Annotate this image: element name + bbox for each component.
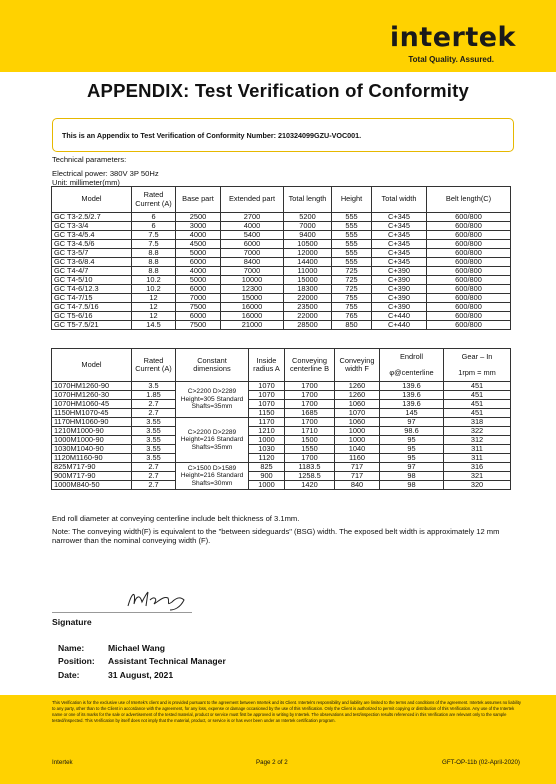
t2-cell: 1070 bbox=[249, 391, 285, 400]
signature-position-row bbox=[58, 656, 226, 666]
signature-name-row bbox=[58, 643, 165, 653]
t1-cell: 4000 bbox=[176, 231, 221, 240]
date-label: Date: bbox=[58, 670, 80, 680]
t2-cell: 1260 bbox=[335, 382, 380, 391]
t1-cell: 600/800 bbox=[427, 231, 511, 240]
t1-cell: 600/800 bbox=[427, 276, 511, 285]
footer-company: Intertek bbox=[52, 759, 73, 766]
t1-cell: 555 bbox=[332, 213, 372, 222]
t2-cell: 311 bbox=[444, 454, 511, 463]
table-row bbox=[52, 213, 511, 222]
t1-cell: 7000 bbox=[221, 267, 284, 276]
t2-cell: 1700 bbox=[285, 418, 335, 427]
page-title: APPENDIX: Test Verification of Conformity bbox=[86, 80, 469, 101]
t1-cell: 15000 bbox=[284, 276, 332, 285]
t1-cell: 7.5 bbox=[132, 231, 176, 240]
t2-cell: 1070HM1260-30 bbox=[52, 391, 132, 400]
t2-cell: 1170 bbox=[249, 418, 285, 427]
t1-cell: GC T5-7.5/21 bbox=[52, 321, 132, 330]
t2-cell: 1700 bbox=[285, 391, 335, 400]
col-centerline: Conveying centerline B bbox=[285, 349, 335, 382]
t2-cell: 320 bbox=[444, 481, 511, 490]
t1-cell: C+390 bbox=[372, 303, 427, 312]
t2-cell: 1000 bbox=[249, 436, 285, 445]
t2-cell: 1700 bbox=[285, 400, 335, 409]
appendix-note-box bbox=[52, 118, 514, 152]
t2-cell: 3.55 bbox=[132, 427, 176, 436]
t2-cell: 1060 bbox=[335, 400, 380, 409]
t2-cell: 2.7 bbox=[132, 481, 176, 490]
t1-cell: 600/800 bbox=[427, 249, 511, 258]
t2-cell: 717 bbox=[335, 472, 380, 481]
table-row bbox=[52, 240, 511, 249]
t1-cell: C+390 bbox=[372, 267, 427, 276]
t1-cell: 14.5 bbox=[132, 321, 176, 330]
t1-cell: GC T3-4.5/6 bbox=[52, 240, 132, 249]
t2-cell: 451 bbox=[444, 382, 511, 391]
params-unit: Unit: millimeter(mm) bbox=[52, 178, 120, 187]
col-endroll-label: Endroll bbox=[399, 351, 423, 361]
t1-cell: 7500 bbox=[176, 303, 221, 312]
signature-line bbox=[52, 612, 192, 613]
t2-cell: 1150 bbox=[249, 409, 285, 418]
t2-cell: 312 bbox=[444, 436, 511, 445]
disclaimer-text: This Verification is for the exclusive use of Intertek's client and is provided pursuant to the agreement between Intertek and its Client. Intertek's responsibility and liability are limited to the terms and conditions of the agreement. Intertek assumes no liability to any party, other than to the Client in accordance with the agreement, for any loss, expense or damage occasioned by the use of this Verification. Only the Client is authorized to permit copying or distribution of this Verification. Any use of the Intertek name or one of its marks for the sale or advertisement of the tested material, product or service must first be approved in writing by Intertek. The observations and test/inspection results referenced in this Verification are relevant only to the sample tested/inspected. This Verification by itself does not imply that the material, product, or service is or has ever been under an Intertek certification program. bbox=[52, 700, 521, 723]
t2-cell: 1258.5 bbox=[285, 472, 335, 481]
t2-cell: 900 bbox=[249, 472, 285, 481]
t1-cell: 12 bbox=[132, 294, 176, 303]
t2-cell: 1000M840-50 bbox=[52, 481, 132, 490]
t1-cell: 6000 bbox=[221, 240, 284, 249]
t2-cell: 95 bbox=[380, 454, 444, 463]
t1-cell: C+440 bbox=[372, 312, 427, 321]
t2-cell: 1030M1040-90 bbox=[52, 445, 132, 454]
table-row bbox=[52, 391, 511, 400]
col-endroll-sub: φ@centerline bbox=[389, 368, 434, 377]
table-row bbox=[52, 249, 511, 258]
col-endroll bbox=[380, 349, 444, 382]
t2-cell: 900M717-90 bbox=[52, 472, 132, 481]
t2-cell: 1710 bbox=[285, 427, 335, 436]
t1-cell: 10.2 bbox=[132, 276, 176, 285]
t1-cell: 755 bbox=[332, 294, 372, 303]
table-row bbox=[52, 303, 511, 312]
col-dims: Constant dimensions bbox=[176, 349, 249, 382]
t2-cell: 1183.5 bbox=[285, 463, 335, 472]
position-label: Position: bbox=[58, 656, 95, 666]
t1-cell: 5200 bbox=[284, 213, 332, 222]
t1-header-cell: Model bbox=[52, 187, 132, 213]
t2-cell: 3.55 bbox=[132, 445, 176, 454]
table-row bbox=[52, 222, 511, 231]
t1-cell: C+345 bbox=[372, 240, 427, 249]
t1-cell: 555 bbox=[332, 222, 372, 231]
t1-cell: 555 bbox=[332, 249, 372, 258]
t1-cell: GC T3-4/5.4 bbox=[52, 231, 132, 240]
t2-cell: 3.55 bbox=[132, 436, 176, 445]
appendix-note: This is an Appendix to Test Verification of Conformity Number: 210324099GZU-VOC001. bbox=[62, 131, 362, 140]
conveying-width-note: Note: The conveying width(F) is equivalent to the "between sideguards" (BSG) width. The exposed belt width is approximately 12 mm narrower than the nominal conveying width (F). bbox=[52, 527, 500, 546]
t2-cell: 139.6 bbox=[380, 391, 444, 400]
t1-cell: 12 bbox=[132, 312, 176, 321]
t1-cell: 12000 bbox=[284, 249, 332, 258]
table-row bbox=[52, 454, 511, 463]
t1-cell: 12 bbox=[132, 303, 176, 312]
t1-cell: 600/800 bbox=[427, 222, 511, 231]
t1-cell: 600/800 bbox=[427, 267, 511, 276]
constant-dimensions-group: C>1500 D>1589 Height=216 Standard Shafts=30mm bbox=[176, 463, 249, 490]
table-row bbox=[52, 409, 511, 418]
t1-header-cell: Total width bbox=[372, 187, 427, 213]
t2-cell: 451 bbox=[444, 409, 511, 418]
t1-cell: 600/800 bbox=[427, 258, 511, 267]
t2-cell: 97 bbox=[380, 463, 444, 472]
signature-date-row bbox=[58, 670, 173, 680]
t2-cell: 1700 bbox=[285, 382, 335, 391]
t2-cell: 98 bbox=[380, 481, 444, 490]
t1-cell: C+345 bbox=[372, 231, 427, 240]
t1-cell: 600/800 bbox=[427, 285, 511, 294]
intertek-logo: intertek bbox=[389, 22, 516, 53]
t1-cell: 8400 bbox=[221, 258, 284, 267]
t1-cell: 22000 bbox=[284, 294, 332, 303]
t1-cell: 10500 bbox=[284, 240, 332, 249]
t1-cell: 28500 bbox=[284, 321, 332, 330]
t2-cell: 1000M1000-90 bbox=[52, 436, 132, 445]
t1-cell: 16000 bbox=[221, 303, 284, 312]
t1-cell: GC T3-6/8.4 bbox=[52, 258, 132, 267]
t1-cell: 11000 bbox=[284, 267, 332, 276]
t1-cell: 23500 bbox=[284, 303, 332, 312]
col-gear bbox=[444, 349, 511, 382]
t1-cell: GC T4-7.5/16 bbox=[52, 303, 132, 312]
t1-cell: 850 bbox=[332, 321, 372, 330]
t1-cell: 6000 bbox=[176, 285, 221, 294]
t2-cell: 1160 bbox=[335, 454, 380, 463]
t1-cell: 600/800 bbox=[427, 303, 511, 312]
table-row bbox=[52, 427, 511, 436]
t2-cell: 825M717-90 bbox=[52, 463, 132, 472]
constant-dimensions-group: C>2200 D>2289 Height=305 Standard Shafts=35mm bbox=[176, 382, 249, 418]
t1-cell: C+345 bbox=[372, 213, 427, 222]
t1-header-cell: Rated Current (A) bbox=[132, 187, 176, 213]
t2-cell: 322 bbox=[444, 427, 511, 436]
t2-cell: 451 bbox=[444, 400, 511, 409]
t1-cell: 600/800 bbox=[427, 294, 511, 303]
t1-cell: 10000 bbox=[221, 276, 284, 285]
t1-cell: 8.8 bbox=[132, 258, 176, 267]
t1-cell: C+390 bbox=[372, 276, 427, 285]
col-gear-label: Gear – In bbox=[461, 351, 493, 361]
t1-cell: 555 bbox=[332, 240, 372, 249]
table-row bbox=[52, 472, 511, 481]
table-row bbox=[52, 382, 511, 391]
t1-cell: C+390 bbox=[372, 285, 427, 294]
t2-cell: 3.55 bbox=[132, 418, 176, 427]
table-row bbox=[52, 418, 511, 427]
t1-cell: 755 bbox=[332, 303, 372, 312]
constant-dimensions-group: C>2200 D>2289 Height=216 Standard Shafts=35mm bbox=[176, 418, 249, 463]
table-row bbox=[52, 294, 511, 303]
t1-cell: 2700 bbox=[221, 213, 284, 222]
col-width: Conveying width F bbox=[335, 349, 380, 382]
t1-cell: 8.8 bbox=[132, 249, 176, 258]
t2-cell: 1700 bbox=[285, 454, 335, 463]
t2-cell: 1000 bbox=[335, 427, 380, 436]
t2-cell: 1550 bbox=[285, 445, 335, 454]
t2-cell: 1070 bbox=[249, 400, 285, 409]
t2-cell: 97 bbox=[380, 418, 444, 427]
table-row bbox=[52, 436, 511, 445]
table-row bbox=[52, 463, 511, 472]
t1-cell: 6 bbox=[132, 213, 176, 222]
t1-cell: 7.5 bbox=[132, 240, 176, 249]
t1-header-cell: Height bbox=[332, 187, 372, 213]
col-model: Model bbox=[52, 349, 132, 382]
t1-cell: 5000 bbox=[176, 276, 221, 285]
t2-cell: 825 bbox=[249, 463, 285, 472]
conveyor-models-table bbox=[51, 348, 511, 490]
t1-cell: 4000 bbox=[176, 267, 221, 276]
t1-cell: 16000 bbox=[221, 312, 284, 321]
t1-cell: 14400 bbox=[284, 258, 332, 267]
t1-cell: GC T3-5/7 bbox=[52, 249, 132, 258]
t1-cell: 12300 bbox=[221, 285, 284, 294]
t2-cell: 1070 bbox=[335, 409, 380, 418]
t2-cell: 1040 bbox=[335, 445, 380, 454]
table-row bbox=[52, 321, 511, 330]
t2-cell: 1070HM1260-90 bbox=[52, 382, 132, 391]
t1-cell: 725 bbox=[332, 267, 372, 276]
t1-cell: 600/800 bbox=[427, 312, 511, 321]
params-power: Electrical power: 380V 3P 50Hz bbox=[52, 169, 159, 178]
endroll-note: End roll diameter at conveying centerline include belt thickness of 3.1mm. bbox=[52, 514, 300, 523]
t1-cell: 6000 bbox=[176, 312, 221, 321]
t1-cell: 3000 bbox=[176, 222, 221, 231]
t1-cell: GC T4-5/10 bbox=[52, 276, 132, 285]
t2-cell: 318 bbox=[444, 418, 511, 427]
t1-header-cell: Base part bbox=[176, 187, 221, 213]
t1-cell: 600/800 bbox=[427, 321, 511, 330]
t2-cell: 2.7 bbox=[132, 472, 176, 481]
table-row bbox=[52, 231, 511, 240]
t2-cell: 1030 bbox=[249, 445, 285, 454]
t1-cell: 15000 bbox=[221, 294, 284, 303]
col-gear-sub: 1rpm = mm bbox=[458, 368, 496, 377]
t1-cell: 6 bbox=[132, 222, 176, 231]
table-row bbox=[52, 445, 511, 454]
t1-cell: C+345 bbox=[372, 258, 427, 267]
handwritten-signature bbox=[124, 586, 194, 612]
t2-cell: 3.55 bbox=[132, 454, 176, 463]
t1-cell: 4000 bbox=[221, 222, 284, 231]
page-number: Page 2 of 2 bbox=[256, 759, 288, 766]
t1-cell: GC T5-6/16 bbox=[52, 312, 132, 321]
t2-cell: 1070 bbox=[249, 382, 285, 391]
t1-cell: 5000 bbox=[176, 249, 221, 258]
t1-cell: 4500 bbox=[176, 240, 221, 249]
params-title: Technical parameters: bbox=[52, 155, 127, 164]
t2-cell: 95 bbox=[380, 445, 444, 454]
t2-cell: 1120M1160-90 bbox=[52, 454, 132, 463]
t1-cell: GC T3-2.5/2.7 bbox=[52, 213, 132, 222]
t1-cell: C+390 bbox=[372, 294, 427, 303]
t1-cell: 725 bbox=[332, 285, 372, 294]
form-number: GFT-OP-11b (02-April-2020) bbox=[442, 759, 520, 766]
t2-cell: 1170HM1060-90 bbox=[52, 418, 132, 427]
brand-tagline: Total Quality. Assured. bbox=[408, 55, 494, 64]
t1-cell: 9400 bbox=[284, 231, 332, 240]
t2-cell: 1260 bbox=[335, 391, 380, 400]
table-row bbox=[52, 312, 511, 321]
t1-cell: 7000 bbox=[221, 249, 284, 258]
t1-cell: C+440 bbox=[372, 321, 427, 330]
t1-cell: 7000 bbox=[176, 294, 221, 303]
t2-cell: 1210 bbox=[249, 427, 285, 436]
name-value: Michael Wang bbox=[108, 643, 165, 653]
signature-title: Signature bbox=[52, 617, 92, 627]
t2-cell: 451 bbox=[444, 391, 511, 400]
t1-cell: 600/800 bbox=[427, 240, 511, 249]
table-row bbox=[52, 258, 511, 267]
table-row bbox=[52, 400, 511, 409]
header-band bbox=[0, 0, 556, 72]
t1-cell: 10.2 bbox=[132, 285, 176, 294]
t2-cell: 1685 bbox=[285, 409, 335, 418]
t2-cell: 717 bbox=[335, 463, 380, 472]
t1-cell: C+345 bbox=[372, 249, 427, 258]
t2-cell: 1000 bbox=[335, 436, 380, 445]
t2-cell: 98.6 bbox=[380, 427, 444, 436]
t1-cell: 7000 bbox=[284, 222, 332, 231]
t2-cell: 1420 bbox=[285, 481, 335, 490]
t1-cell: 7500 bbox=[176, 321, 221, 330]
t1-cell: GC T3-3/4 bbox=[52, 222, 132, 231]
t2-cell: 311 bbox=[444, 445, 511, 454]
t1-cell: C+345 bbox=[372, 222, 427, 231]
t2-cell: 1500 bbox=[285, 436, 335, 445]
t2-cell: 139.6 bbox=[380, 400, 444, 409]
t1-header-cell: Extended part bbox=[221, 187, 284, 213]
t1-cell: GC T4-6/12.3 bbox=[52, 285, 132, 294]
t1-cell: 21000 bbox=[221, 321, 284, 330]
t1-cell: 5400 bbox=[221, 231, 284, 240]
t2-cell: 321 bbox=[444, 472, 511, 481]
t1-cell: 725 bbox=[332, 276, 372, 285]
table-row bbox=[52, 481, 511, 490]
t1-cell: 555 bbox=[332, 231, 372, 240]
t2-cell: 2.7 bbox=[132, 463, 176, 472]
t1-cell: 8.8 bbox=[132, 267, 176, 276]
t2-cell: 2.7 bbox=[132, 409, 176, 418]
t2-cell: 1070HM1060-45 bbox=[52, 400, 132, 409]
t2-cell: 1210M1000-90 bbox=[52, 427, 132, 436]
date-value: 31 August, 2021 bbox=[108, 670, 174, 680]
t2-cell: 1120 bbox=[249, 454, 285, 463]
t2-cell: 1150HM1070-45 bbox=[52, 409, 132, 418]
t1-header-cell: Total length bbox=[284, 187, 332, 213]
t2-cell: 1.85 bbox=[132, 391, 176, 400]
table-row bbox=[52, 276, 511, 285]
t2-cell: 316 bbox=[444, 463, 511, 472]
col-radius: Inside radius A bbox=[249, 349, 285, 382]
col-current: Rated Current (A) bbox=[132, 349, 176, 382]
t1-cell: 600/800 bbox=[427, 213, 511, 222]
t2-cell: 98 bbox=[380, 472, 444, 481]
t1-cell: 22000 bbox=[284, 312, 332, 321]
table-row bbox=[52, 285, 511, 294]
t1-cell: GC T4-7/15 bbox=[52, 294, 132, 303]
table-row bbox=[52, 267, 511, 276]
name-label: Name: bbox=[58, 643, 85, 653]
t1-cell: 555 bbox=[332, 258, 372, 267]
t2-cell: 1060 bbox=[335, 418, 380, 427]
t2-cell: 139.6 bbox=[380, 382, 444, 391]
t1-cell: 6000 bbox=[176, 258, 221, 267]
position-value: Assistant Technical Manager bbox=[108, 656, 226, 666]
t2-cell: 840 bbox=[335, 481, 380, 490]
t2-cell: 3.5 bbox=[132, 382, 176, 391]
t1-cell: GC T4-4/7 bbox=[52, 267, 132, 276]
t2-cell: 2.7 bbox=[132, 400, 176, 409]
t1-cell: 2500 bbox=[176, 213, 221, 222]
t2-cell: 95 bbox=[380, 436, 444, 445]
t2-cell: 1000 bbox=[249, 481, 285, 490]
t1-header-cell: Belt length(C) bbox=[427, 187, 511, 213]
technical-parameters-table bbox=[51, 186, 511, 330]
t1-cell: 18300 bbox=[284, 285, 332, 294]
t1-cell: 765 bbox=[332, 312, 372, 321]
t2-cell: 145 bbox=[380, 409, 444, 418]
